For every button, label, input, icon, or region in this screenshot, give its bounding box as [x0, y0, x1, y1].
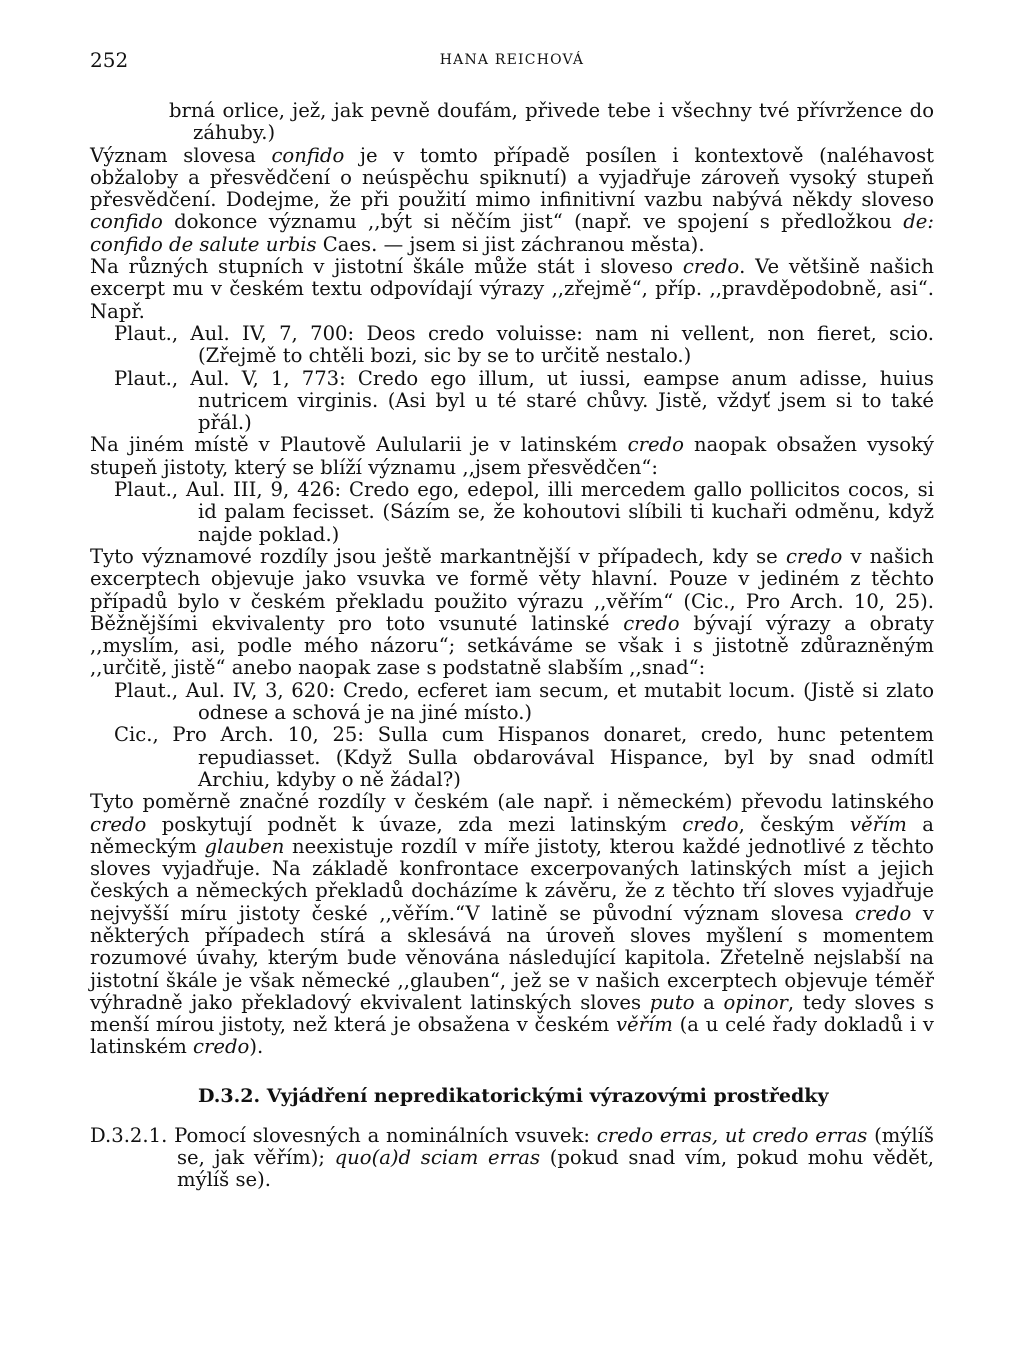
- page-body: [90, 100, 934, 1192]
- paragraph-vsuvka: Tyto významové rozdíly jsou ještě markantnější v případech, kdy se credo v našich excerptech objevuje jako vsuvka ve formě věty hlavní. Pouze v jediném z těchto případů bylo v českém překladu použito výrazu ,,věřím“ (Cic., Pro Arch. 10, 25). Běžnějšími ekvivalenty pro toto vsunuté latinské credo bývají výrazy a obraty ,,myslím, asi, podle mého názoru“; setkáváme se však i s jistotně zdůrazněným ,,určitě, jistě“ anebo naopak zase s podstatně slabším ,,snad“:: [90, 544, 934, 680]
- paragraph-comparison: Tyto poměrně značné rozdíly v českém (ale např. i německém) převodu latinského credo poskytují podnět k úvaze, zda mezi latinským credo, českým věřím a německým glauben neexistuje rozdíl v míře jistoty, kterou každé jednotlivé z těchto sloves vyjadřuje. Na základě konfrontace excerpovaných latinských míst a jejich českých a německých překladů docházíme k závěru, že z těchto tří sloves vyjadřuje nejvyšší míru jistoty české ,,věřím.“V latině se původní význam slovesa credo v některých případech stírá a sklesává na úroveň sloves myšlení s momentem rozumové úvahy, kterým bude věnována následující kapitola. Zřetelně nejslabší na jistotní škále je však německé ,,glauben“, jež se v našich excerptech objevuje téměř výhradně jako překladový ekvivalent latinských sloves puto a opinor, tedy sloves s menší mírou jistoty, než která je obsažena v českém věřím (a u celé řady dokladů i v latinském credo).: [90, 790, 935, 1059]
- paragraph-aulularia: Na jiném místě v Plautově Aulularii je v latinském credo naopak obsažen vysoký stupeň jistoty, který se blíží významu ,,jsem přesvědčen“:: [90, 433, 934, 479]
- example-plaut-700: Plaut., Aul. IV, 7, 700: Deos credo voluisse: nam ni vellent, non fieret, scio. (Zřejmě to chtěli bozi, sic by se to určitě nestalo.): [114, 321, 934, 368]
- paragraph-credo-scale: Na různých stupních v jistotní škále může stát i sloveso credo. Ve většině našich excerpt mu v českém textu odpovídají výrazy ,,zřejmě“, příp. ,,pravděpodobně, asi“. Např.: [90, 255, 935, 323]
- paragraph-continuation: brná orlice, jež, jak pevně doufám, přivede tebe i všechny tvé přívržence do záhuby.): [169, 99, 934, 145]
- running-head: HANA REICHOVÁ: [439, 52, 585, 68]
- example-cic-arch: Cic., Pro Arch. 10, 25: Sulla cum Hispanos donaret, credo, hunc petentem repudiasset. (Když Sulla obdarovával Hispance, byl by snad odmítl Archiu, kdyby o ně žádal?): [114, 723, 934, 791]
- example-plaut-620: Plaut., Aul. IV, 3, 620: Credo, ecferet iam secum, et mutabit locum. (Jistě si zlato odnese a schová je na jiné místo.): [114, 678, 934, 725]
- example-plaut-773: Plaut., Aul. V, 1, 773: Credo ego illum, ut iussi, eampse anum adisse, huius nutricem virginis. (Asi byl u té staré chůvy. Jistě, vždyť jsem si to také přál.): [114, 366, 934, 435]
- subsection-d321: D.3.2.1. Pomocí slovesných a nominálních vsuvek: credo erras, ut credo erras (mýlíš se, jak věřím); quo(a)d sciam erras (pokud snad vím, pokud mohu vědět, mýlíš se).: [90, 1123, 934, 1192]
- page-header: [90, 48, 934, 76]
- paragraph-confido: Význam slovesa confido je v tomto případě posílen i kontextově (naléhavost obžaloby a přesvědčení o neúspěchu spiknutí) a vyjadřuje zároveň vysoký stupeň přesvědčení. Dodejme, že při použití mimo infinitivní vazbu nabývá někdy sloveso confido dokonce významu ,,být si něčím jist“ (např. ve spojení s předložkou de: confido de salute urbis Caes. — jsem si jist záchranou města).: [90, 143, 935, 256]
- page-number: 252: [90, 48, 129, 72]
- example-plaut-426: Plaut., Aul. III, 9, 426: Credo ego, edepol, illi mercedem gallo pollicitos cocos, si id palam fecisset. (Sázím se, že kohoutovi slíbili ti kuchaři odměnu, když najde poklad.): [114, 478, 934, 546]
- section-heading: D.3.2. Vyjádření nepredikatorickými výrazovými prostředky: [198, 1084, 829, 1107]
